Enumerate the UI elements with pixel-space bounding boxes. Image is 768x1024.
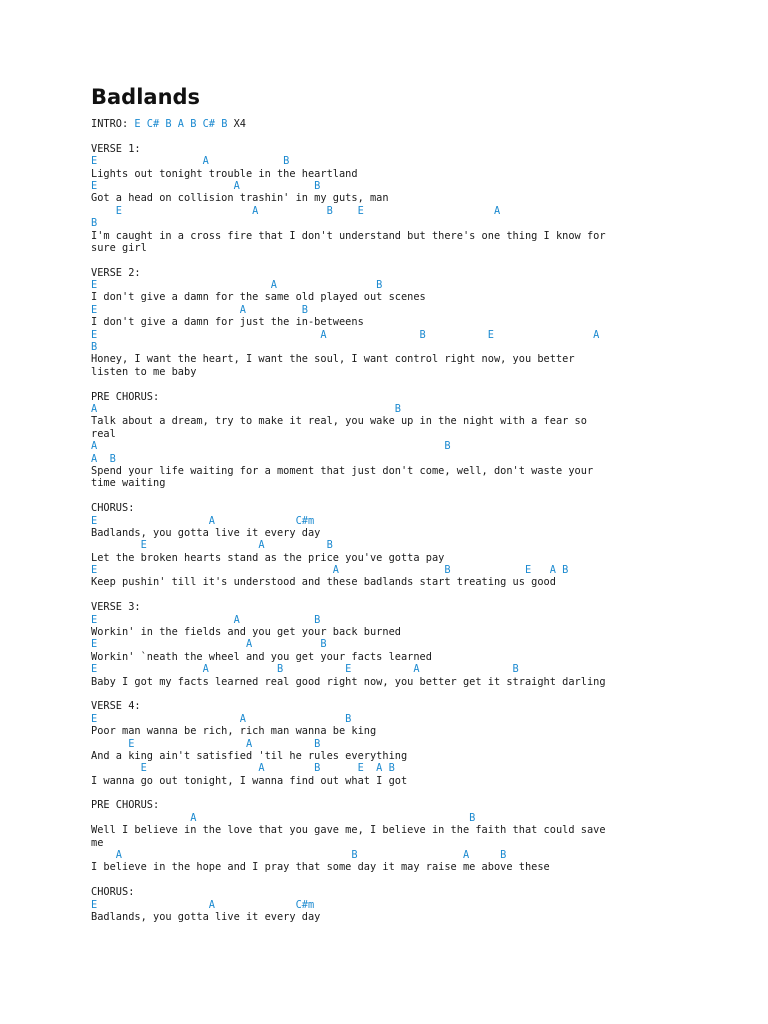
lyric-line: I don't give a damn for just the in-betweens [91,316,364,329]
lyric-line: Baby I got my facts learned real good right now, you better get it straight darling [91,675,606,688]
line-spacer [91,688,606,700]
lyric-line: Lights out tonight trouble in the heartland [91,167,358,180]
song-title: Badlands [91,85,201,109]
line-spacer [91,787,606,799]
chord-line: A B [91,402,401,415]
lyric-line: Workin' `neath the wheel and you get your facts learned [91,650,432,663]
section-label: INTRO: [91,118,135,130]
chord-line: E A B [91,737,321,750]
chord-line: A B [91,452,116,465]
lyric-line: time waiting [91,477,166,490]
line-spacer [91,130,606,142]
repeat-marker: X4 [227,118,247,130]
section-label: VERSE 4: [91,700,141,713]
lyric-line: real [91,427,116,440]
lyric-line: Got a head on collision trashin' in my guts, man [91,192,389,205]
lyric-line: Keep pushin' till it's understood and these badlands start treating us good [91,576,556,589]
chord-line: E A B E A B [91,663,519,676]
lyric-line: Well I believe in the love that you gave me, I believe in the faith that could save [91,824,606,837]
intro-line [91,118,606,130]
lyric-line: sure girl [91,241,147,254]
line-spacer [91,378,606,390]
lyric-line: listen to me baby [91,365,197,378]
line-spacer [91,254,606,266]
chord-line: E A B E A B [91,564,569,577]
chord-line: E C# B A B C# B [134,118,228,130]
lyric-line: And a king ain't satisfied 'til he rules everything [91,749,408,762]
lyric-line: Let the broken hearts stand as the price you've gotta pay [91,551,445,564]
line-spacer [91,874,606,886]
chord-line: E A B E A [91,328,600,341]
chord-line: E A B [91,155,290,168]
section-label: CHORUS: [91,886,135,899]
chord-line: A B A B [91,849,507,862]
chord-line: E A B E A [91,204,501,217]
lyric-line: Spend your life waiting for a moment that just don't come, well, don't waste your [91,464,594,477]
lyric-line: me [91,836,104,849]
lyric-line: Badlands, you gotta live it every day [91,526,321,539]
line-spacer [91,490,606,502]
chord-line: E A B [91,638,327,651]
chord-line: E A B [91,712,352,725]
chord-line: E A B [91,539,333,552]
line-spacer [91,589,606,601]
chord-line: B [91,217,98,230]
section-label: CHORUS: [91,502,135,515]
chord-line: B [91,341,98,354]
chord-line: A B [91,440,451,453]
section-label: PRE CHORUS: [91,390,160,403]
chord-line: E A B [91,613,321,626]
lyric-line: Talk about a dream, try to make it real, you wake up in the night with a fear so [91,415,587,428]
section-label: PRE CHORUS: [91,799,160,812]
chord-sheet [91,118,606,923]
lyric-line: I believe in the hope and I pray that some day it may raise me above these [91,861,550,874]
chord-line: E A B [91,179,321,192]
section-label: VERSE 1: [91,142,141,155]
lyric-line: Poor man wanna be rich, rich man wanna be king [91,725,377,738]
chord-line: E A B E A B [91,762,395,775]
lyric-line: I don't give a damn for the same old played out scenes [91,291,426,304]
chord-line: E A C#m [91,514,315,527]
chord-line: E A B [91,303,308,316]
section-label: VERSE 3: [91,601,141,614]
lyric-line: Workin' in the fields and you get your back burned [91,626,401,639]
lyric-line: I wanna go out tonight, I wanna find out what I got [91,774,408,787]
lyric-line: I'm caught in a cross fire that I don't understand but there's one thing I know for [91,229,606,242]
lyric-line: Honey, I want the heart, I want the soul, I want control right now, you better [91,353,575,366]
lyric-line: Badlands, you gotta live it every day [91,911,321,923]
chord-line: E A C#m [91,898,315,911]
section-label: VERSE 2: [91,266,141,279]
chord-line: E A B [91,279,383,292]
chord-line: A B [91,811,476,824]
